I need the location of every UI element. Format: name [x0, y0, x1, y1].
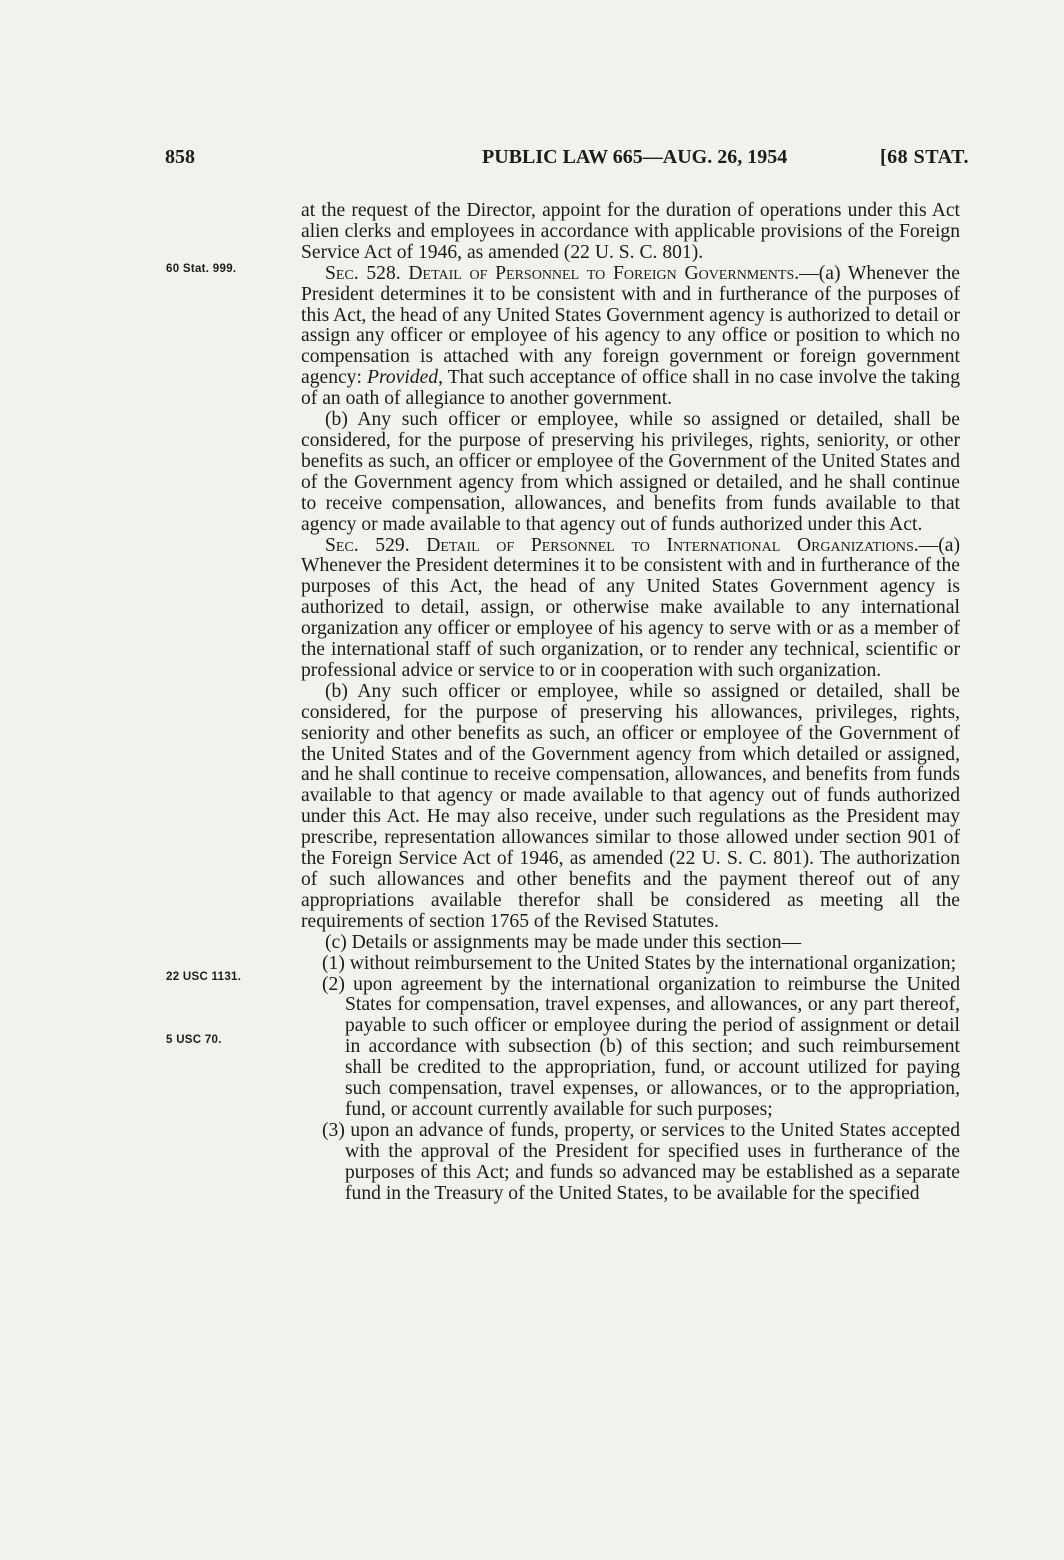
- section-529-c: (c) Details or assignments may be made under this section—: [325, 931, 802, 953]
- section-528-a-text: —(a) Whenever the President determines it to be consistent with and in furtherance of the purposes of this Act, the head of any United States Government agency is authorized to detail or assign any officer or employee of his agency to any office or position to which no compensation is attached with any foreign government or foreign government agency:: [301, 262, 960, 389]
- section-528-heading: Sec. 528. Detail of Personnel to Foreign Governments.: [325, 262, 800, 284]
- paragraph-continuation: at the request of the Director, appoint for the duration of operations under this Act alien clerks and employees in accordance with applicable provisions of the Foreign Service Act of 1946, as amended (22 U. S. C. 801).: [301, 200, 960, 263]
- statute-reference: [68 STAT.: [880, 146, 969, 168]
- page-header: [0, 146, 1064, 176]
- body-text: [301, 201, 960, 1205]
- list-item-1: (1) without reimbursement to the United States by the international organization;: [322, 952, 957, 974]
- list-item-3: (3) upon an advance of funds, property, or services to the United States accepted with the approval of the President for specified uses in furtherance of the purposes of this Act; and funds so advanced may be established as a separate fund in the Treasury of the United States, to be available for the specified: [322, 1119, 960, 1204]
- running-title: PUBLIC LAW 665—AUG. 26, 1954: [482, 146, 788, 168]
- margin-note-5-usc: 5 USC 70.: [166, 1034, 222, 1046]
- section-528-a: [301, 264, 960, 410]
- provided-term: Provided: [367, 367, 439, 389]
- margin-note-60-stat: 60 Stat. 999.: [166, 263, 237, 275]
- section-528-a-proviso: , That such acceptance of office shall in no case involve the taking of an oath of allegiance to another government.: [301, 367, 960, 410]
- margin-note-22-usc: 22 USC 1131.: [166, 971, 242, 983]
- section-529-a: [301, 536, 960, 682]
- page-number: 858: [165, 146, 195, 168]
- section-529-b: (b) Any such officer or employee, while so assigned or detailed, shall be considered, for the purpose of preserving his allowances, privileges, rights, seniority and other benefits as such, an officer or employee of the Government of the United States and of the Government agency from which detailed or assigned, and he shall continue to receive compensation, allowances, and benefits from funds available to that agency or made available to that agency out of funds authorized under this Act. He may also receive, under such regulations as the President may prescribe, representation allowances similar to those allowed under section 901 of the Foreign Service Act of 1946, as amended (22 U. S. C. 801). The authorization of such allowances and other benefits and the payment thereof out of any appropriations available therefor shall be considered as meeting all the requirements of section 1765 of the Revised Statutes.: [301, 680, 960, 932]
- section-528-b: (b) Any such officer or employee, while so assigned or detailed, shall be considered, for the purpose of preserving his privileges, rights, seniority, or other benefits as such, an officer or employee of the Government of the United States and of the Government agency from which assigned or detailed, and he shall continue to receive compensation, allowances, and benefits from funds available to that agency or made available to that agency out of funds authorized under this Act.: [301, 409, 960, 535]
- section-529-a-text: —(a) Whenever the President determines it to be consistent with and in furtherance of the purposes of this Act, the head of any United States Government agency is authorized to detail, assign, or otherwise make available to any international organization any officer or employee of his agency to serve with or as a member of the international staff of such organization, or to render any technical, scientific or professional advice or service to or in cooperation with such organization.: [301, 534, 960, 681]
- section-529-heading: Sec. 529. Detail of Personnel to International Organizations.: [325, 534, 919, 556]
- list-item-2: (2) upon agreement by the international organization to reimburse the United States for compensation, travel expenses, and allowances, or any part thereof, payable to such officer or employee during the period of assignment or detail in accordance with subsection (b) of this section; and such reimbursement shall be credited to the appropriation, fund, or account utilized for paying such compensation, travel expenses, or allowances, or to the appropriation, fund, or account currently available for such purposes;: [322, 973, 960, 1120]
